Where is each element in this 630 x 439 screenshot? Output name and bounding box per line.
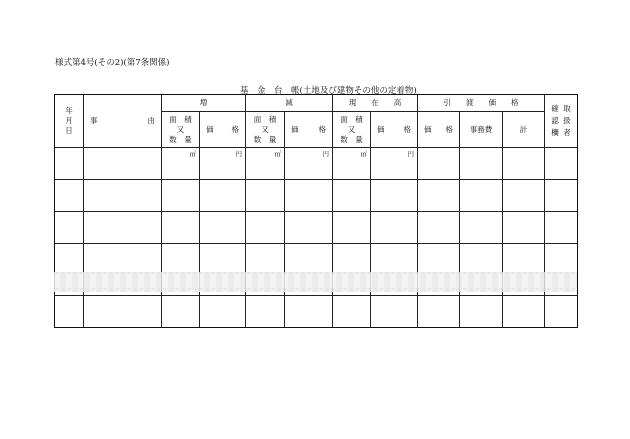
- decrease-price-cell[interactable]: [285, 180, 333, 212]
- decrease-area-header: 面 積 又 数 量: [246, 112, 285, 148]
- increase-price-cell[interactable]: [200, 212, 246, 244]
- increase-area-header: 面 積 又 数 量: [162, 112, 200, 148]
- reason-cell[interactable]: [84, 148, 162, 180]
- date-cell[interactable]: [55, 148, 84, 180]
- current-area-cell[interactable]: [333, 180, 371, 212]
- date-cell[interactable]: [55, 212, 84, 244]
- date-cell[interactable]: [55, 180, 84, 212]
- office-cost-cell[interactable]: [460, 296, 503, 328]
- decrease-area-cell[interactable]: ㎡: [246, 148, 285, 180]
- decrease-header: 減: [246, 95, 333, 112]
- transfer-price-cell[interactable]: [418, 296, 460, 328]
- current-price-cell[interactable]: [371, 212, 418, 244]
- increase-price-cell[interactable]: 円: [200, 148, 246, 180]
- reason-cell[interactable]: [84, 296, 162, 328]
- total-header: 計: [503, 112, 545, 148]
- current-price-cell[interactable]: 円: [371, 148, 418, 180]
- form-number: 様式第4号(その2)(第7条関係): [55, 58, 170, 68]
- date-cell[interactable]: [55, 296, 84, 328]
- decrease-price-cell[interactable]: [285, 212, 333, 244]
- office-cost-header: 事務費: [460, 112, 503, 148]
- approver-header: 確 取 認 扱 欄 者: [545, 95, 578, 148]
- increase-price-cell[interactable]: [200, 296, 246, 328]
- approver-cell[interactable]: [545, 180, 578, 212]
- omission-break-band: [54, 272, 577, 292]
- decrease-price-cell[interactable]: 円: [285, 148, 333, 180]
- increase-area-cell[interactable]: [162, 296, 200, 328]
- transfer-price-header: 引 渡 価 格: [418, 95, 545, 112]
- increase-price-header: 価 格: [200, 112, 246, 148]
- current-price-cell[interactable]: [371, 296, 418, 328]
- current-area-cell[interactable]: [333, 212, 371, 244]
- current-area-cell[interactable]: [333, 296, 371, 328]
- table-row: [55, 180, 578, 212]
- ledger-title: 基 金 台 帳(土地及び建物その他の定着物): [240, 86, 417, 96]
- transfer-price-cell[interactable]: [418, 180, 460, 212]
- transfer-price-cell[interactable]: [418, 148, 460, 180]
- current-area-header: 面 積 又 数 量: [333, 112, 371, 148]
- total-cell[interactable]: [503, 180, 545, 212]
- decrease-price-cell[interactable]: [285, 296, 333, 328]
- current-price-header: 価 格: [371, 112, 418, 148]
- current-balance-header: 現 在 高: [333, 95, 418, 112]
- total-cell[interactable]: [503, 148, 545, 180]
- increase-area-cell[interactable]: [162, 180, 200, 212]
- office-cost-cell[interactable]: [460, 148, 503, 180]
- current-area-cell[interactable]: ㎡: [333, 148, 371, 180]
- approver-cell[interactable]: [545, 148, 578, 180]
- reason-cell[interactable]: [84, 180, 162, 212]
- table-row: [55, 296, 578, 328]
- ledger-table-container: [54, 94, 577, 327]
- increase-price-cell[interactable]: [200, 180, 246, 212]
- decrease-area-cell[interactable]: [246, 180, 285, 212]
- total-cell[interactable]: [503, 212, 545, 244]
- transfer-price-cell[interactable]: [418, 212, 460, 244]
- current-price-cell[interactable]: [371, 180, 418, 212]
- decrease-area-cell[interactable]: [246, 212, 285, 244]
- decrease-area-cell[interactable]: [246, 296, 285, 328]
- approver-cell[interactable]: [545, 296, 578, 328]
- date-header: 年 月 日: [55, 95, 84, 148]
- office-cost-cell[interactable]: [460, 180, 503, 212]
- increase-header: 増: [162, 95, 246, 112]
- fund-ledger-table: [54, 94, 578, 328]
- transfer-price-sub-header: 価 格: [418, 112, 460, 148]
- reason-cell[interactable]: [84, 212, 162, 244]
- office-cost-cell[interactable]: [460, 212, 503, 244]
- table-row: [55, 148, 578, 180]
- table-row: [55, 212, 578, 244]
- reason-header: 事 由: [84, 95, 162, 148]
- increase-area-cell[interactable]: ㎡: [162, 148, 200, 180]
- decrease-price-header: 価 格: [285, 112, 333, 148]
- approver-cell[interactable]: [545, 212, 578, 244]
- total-cell[interactable]: [503, 296, 545, 328]
- increase-area-cell[interactable]: [162, 212, 200, 244]
